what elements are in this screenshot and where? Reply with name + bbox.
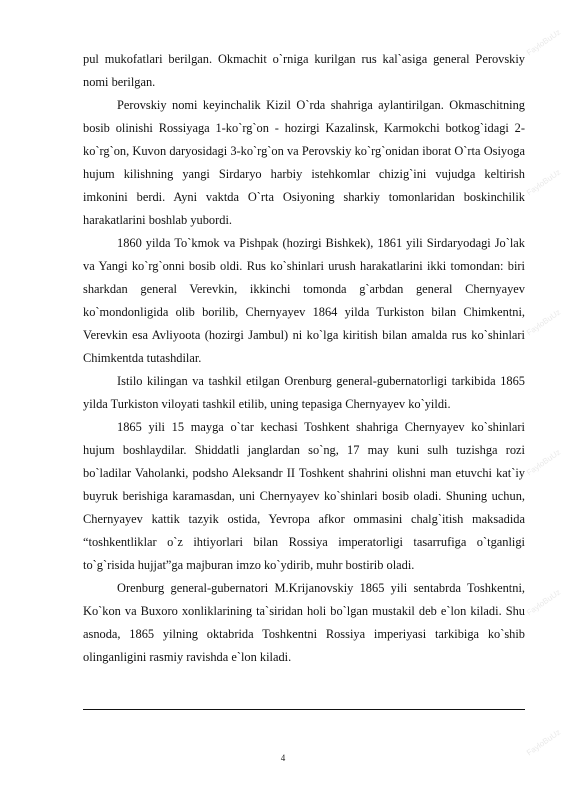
- watermark-stamp: FayloBuUz: [524, 167, 563, 198]
- paragraph-4: Istilo kilingan va tashkil etilgan Orenburg general-gubernatorligi tarkibida 1865 yilda Turkiston viloyati tashkil etilib, uning tepasiga Chernyayev ko`yildi.: [83, 374, 525, 411]
- watermark-stamp: FayloBuUz: [524, 447, 563, 478]
- page-number: 4: [280, 753, 286, 763]
- paragraph-5: 1865 yili 15 mayga o`tar kechasi Toshkent shahriga Chernyayev ko`shinlari hujum boshlaydilar. Shiddatli janglardan so`ng, 17 may kuni sulh tuzishga rozi bo`ladilar Vaholanki, podsho Aleksandr II Toshkent shahrini olishni man etuvchi kat`iy buyruk berishiga karamasdan, uni Chernyayev ko`shinlari bosib oladi. Shuning uchun, Chernyayev kattik tazyik ostida, Yevropa afkor ommasini chalg`itish maksadida “toshkentliklar o`z ihtiyorlari bilan Rossiya imperatorligi tasarrufiga o`tganligi to`g`risida hujjat”ga majburan imzo ko`ydirib, muhr bostirib oladi.: [83, 420, 525, 572]
- body-text: [83, 48, 525, 669]
- watermark-stamp: FayloBuUz: [524, 307, 563, 338]
- paragraph-6: Orenburg general-gubernatori M.Krijanovskiy 1865 yili sentabrda Toshkentni, Ko`kon va Buxoro xonliklarining ta`siridan holi bo`lgan mustakil deb e`lon kiladi. Shu asnoda, 1865 yilning oktabrida Toshkentni Rossiya imperiyasi tarkibiga ko`shib olinganligini rasmiy ravishda e`lon kiladi.: [83, 581, 525, 664]
- paragraph-1: pul mukofatlari berilgan. Okmachit o`rniga kurilgan rus kal`asiga general Perovskiy nomi berilgan.: [83, 52, 525, 89]
- watermark-stamp: FayloBuUz: [524, 587, 563, 618]
- footer-divider: [83, 709, 525, 710]
- paragraph-2: Perovskiy nomi keyinchalik Kizil O`rda shahriga aylantirilgan. Okmaschitning bosib olinishi Rossiyaga 1-ko`rg`on - hozirgi Kazalinsk, Karmokchi botkog`idagi 2-ko`rg`on, Kuvon daryosidagi 3-ko`rg`on va Perovskiy ko`rg`onidan iborat O`rta Osiyoga hujum kilishning yangi Sirdaryo harbiy istehkomlar chizig`ini vujudga keltirish imkonini berdi. Ayni vaktda O`rta Osiyoning sharkiy tomonlaridan boskinchilik harakatlarini boshlab yubordi.: [83, 98, 525, 227]
- watermark-stamp: FayloBuUz: [524, 727, 563, 758]
- paragraph-3: 1860 yilda To`kmok va Pishpak (hozirgi Bishkek), 1861 yili Sirdaryodagi Jo`lak va Yangi ko`rg`onni bosib oldi. Rus ko`shinlari urush harakatlarini ikki tomondan: biri sharkdan general Verevkin, ikkinchi tomonda g`arbdan general Chernyayev ko`mondonligida olib borilib, Chernyayev 1864 yilda Turkiston bilan Chimkentni, Verevkin esa Avliyoota (hozirgi Jambul) ni ko`lga kiritish bilan amalda rus ko`shinlari Chimkentda tutashdilar.: [83, 236, 525, 365]
- watermark-stamp: FayloBuUz: [524, 27, 563, 58]
